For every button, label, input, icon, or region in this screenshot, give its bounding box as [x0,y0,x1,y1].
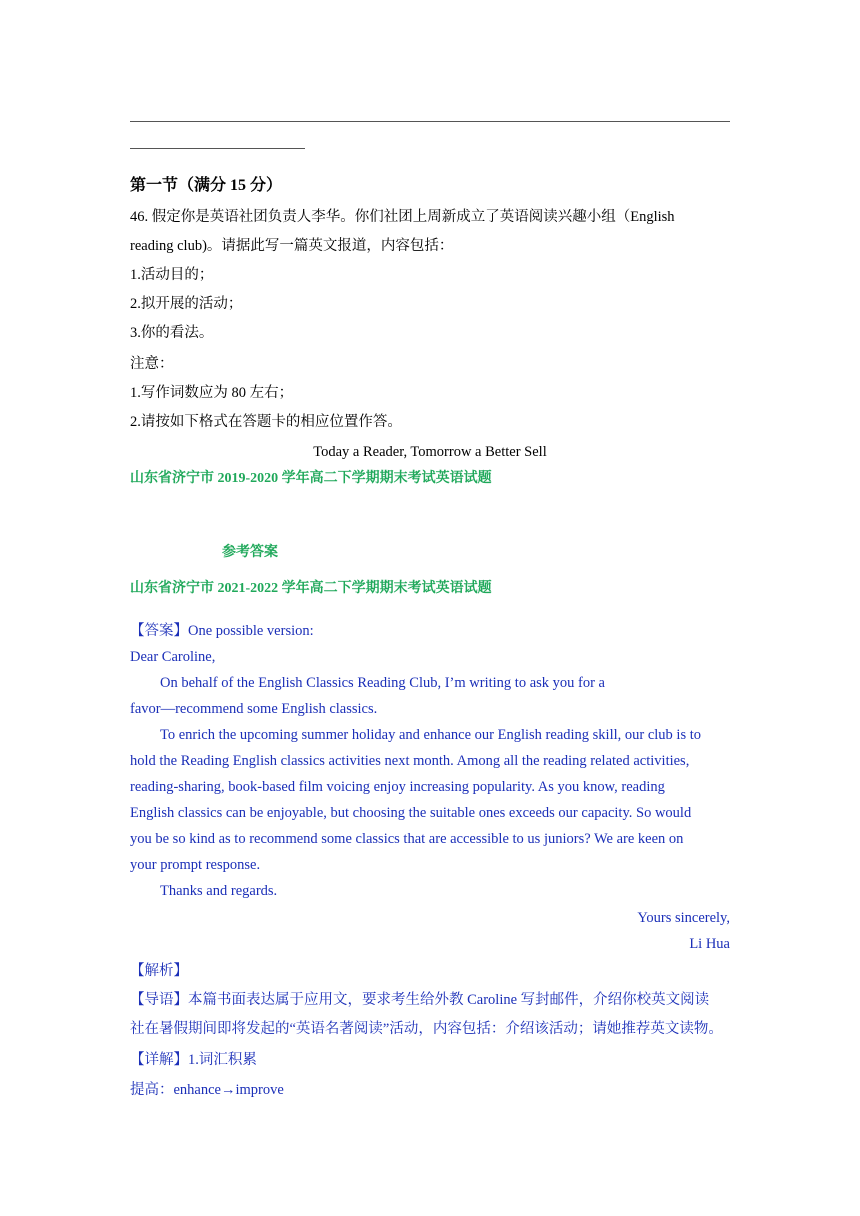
guide-text: 本篇书面表达属于应用文，要求考生给外教 Caroline 写封邮件，介绍你校英文阅读 [188,992,710,1008]
detail-label: 【详解】 [130,1052,188,1068]
reference-answer-label: 参考答案 [222,545,278,560]
essay-title: Today a Reader, Tomorrow a Better Sell [313,444,547,460]
note-label: 注意： [130,356,174,372]
question-item-3: 3.你的看法。 [130,325,214,341]
note-2: 2.请按如下格式在答题卡的相应位置作答。 [130,414,402,430]
letter-signature: Li Hua [689,936,730,952]
letter-line-5: reading-sharing, book-based film voicing enjoy increasing popularity. As you know, reading [130,779,665,795]
note-1: 1.写作词数应为 80 左右； [130,385,294,401]
letter-line-9: Thanks and regards. [160,883,278,899]
letter-line-2: favor—recommend some English classics. [130,701,378,717]
letter-closing: Yours sincerely, [637,910,730,926]
letter-line-1: On behalf of the English Classics Reading Club, I’m writing to ask you for a [160,675,605,691]
letter-greeting: Dear Caroline, [130,649,216,665]
letter-line-6: English classics can be enjoyable, but choosing the suitable ones exceeds our capacity. So would [130,805,692,821]
letter-line-4: hold the Reading English classics activities next month. Among all the reading related activities, [130,753,690,769]
source-label-1: 山东省济宁市 2019-2020 学年高二下学期期末考试英语试题 [130,471,492,486]
vocab-line: 提高：enhance→improve [130,1082,284,1098]
answer-blank-line [130,121,730,122]
answer-label: 【答案】One possible version: [130,623,314,639]
question-line-2: reading club)。请据此写一篇英文报道，内容包括： [130,238,454,254]
answer-blank-line-short [130,148,305,149]
guide-label: 【导语】 [130,992,188,1008]
detail-line [130,1050,257,1070]
question-item-2: 2.拟开展的活动； [130,296,243,312]
letter-line-7: you be so kind as to recommend some classics that are accessible to us juniors? We are keen on [130,831,684,847]
letter-line-8: your prompt response. [130,857,261,873]
letter-line-3: To enrich the upcoming summer holiday and enhance our English reading skill, our club is to [160,727,702,743]
question-item-1: 1.活动目的； [130,267,214,283]
section-title: 第一节（满分 15 分） [130,177,283,194]
source-label-2: 山东省济宁市 2021-2022 学年高二下学期期末考试英语试题 [130,581,492,596]
guide-line-1 [130,990,709,1010]
detail-text: 1.词汇积累 [188,1052,257,1068]
question-line-1: 46. 假定你是英语社团负责人李华。你们社团上周新成立了英语阅读兴趣小组（English [130,209,675,225]
guide-line-2: 社在暑假期间即将发起的“英语名著阅读”活动，内容包括：介绍该活动；请她推荐英文读物。 [130,1021,723,1037]
analysis-label: 【解析】 [130,963,188,979]
